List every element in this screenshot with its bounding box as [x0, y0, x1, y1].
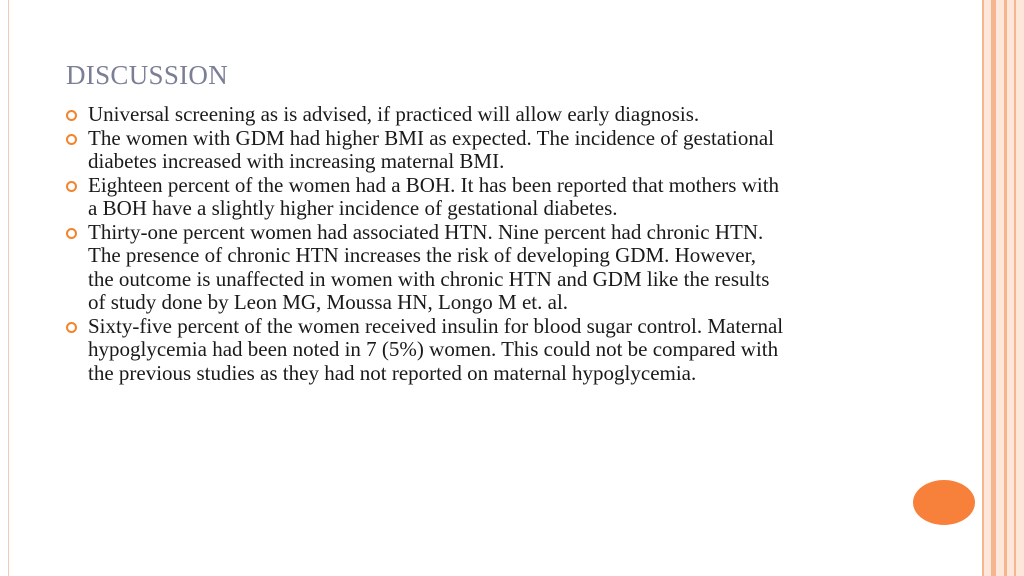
slide-title: DISCUSSION: [66, 60, 229, 90]
bullet-circle-icon: [66, 110, 77, 121]
bullet-list: [66, 103, 786, 385]
bullet-circle-icon: [66, 228, 77, 239]
bullet-text: Sixty-five percent of the women received insulin for blood sugar control. Maternal hypoglycemia had been noted in 7 (5%) women. This could not be compared with the previous studies as they had not reported on maternal hypoglycemia.: [88, 313, 784, 385]
left-margin-line: [8, 0, 9, 576]
bullet-text: Universal screening as is advised, if practiced will allow early diagnosis.: [88, 102, 700, 126]
decorative-stripe: [1014, 0, 1016, 576]
bullet-item: [66, 127, 786, 174]
bullet-text: The women with GDM had higher BMI as expected. The incidence of gestational diabetes increased with increasing maternal BMI.: [88, 125, 774, 173]
bullet-circle-icon: [66, 134, 77, 145]
orange-circle-decoration: [913, 480, 975, 525]
right-decorative-band: [982, 0, 1024, 576]
bullet-item: [66, 103, 786, 127]
bullet-item: [66, 221, 786, 315]
bullet-item: [66, 174, 786, 221]
bullet-item: [66, 315, 786, 386]
decorative-stripe: [991, 0, 996, 576]
decorative-stripe: [1004, 0, 1007, 576]
bullet-circle-icon: [66, 181, 77, 192]
bullet-text: Thirty-one percent women had associated HTN. Nine percent had chronic HTN. The presence of chronic HTN increases the risk of developing GDM. However, the outcome is unaffected in women with chronic HTN and GDM like the results of study done by Leon MG, Moussa HN, Longo M et. al.: [88, 219, 770, 314]
bullet-circle-icon: [66, 322, 77, 333]
bullet-text: Eighteen percent of the women had a BOH. It has been reported that mothers with a BOH have a slightly higher incidence of gestational diabetes.: [88, 172, 780, 220]
decorative-stripe: [982, 0, 984, 576]
